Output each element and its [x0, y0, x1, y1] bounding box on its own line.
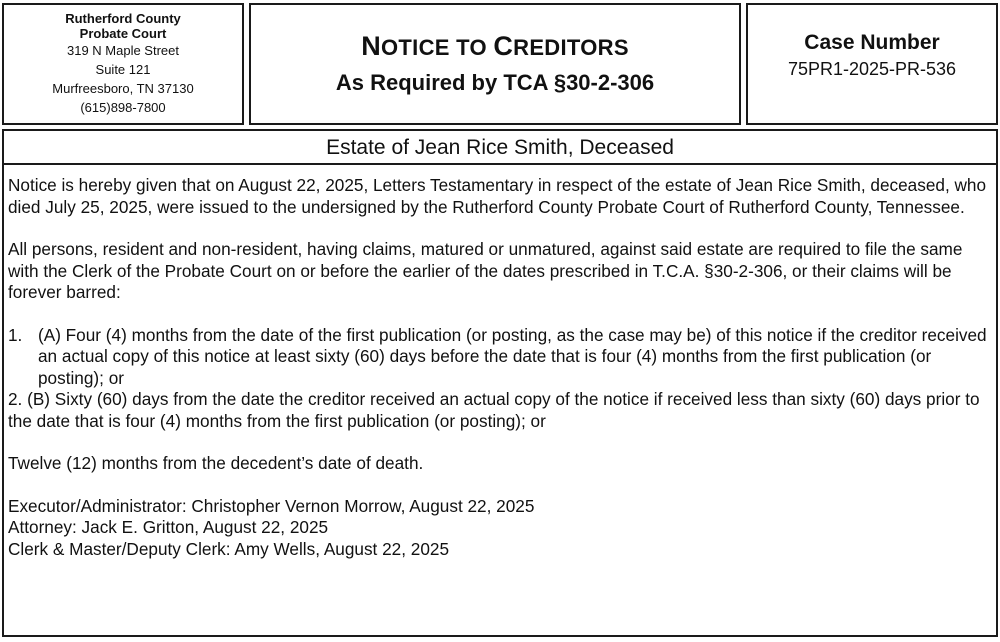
court-phone: (615)898-7800 [80, 100, 166, 115]
court-suite: Suite 121 [95, 62, 151, 77]
notice-title-n: N [361, 31, 381, 61]
attorney-line: Attorney: Jack E. Gritton, August 22, 2025 [8, 517, 329, 537]
executor-line: Executor/Administrator: Christopher Vernon Morrow, August 22, 2025 [8, 495, 535, 516]
notice-title-reditors: REDITORS [513, 35, 629, 60]
list-item-2: 2. (B) Sixty (60) days from the date the creditor received an actual copy of the notice if received less than sixty (60) days prior to the date that is four (4) months from the first publication (or posting); or [8, 389, 980, 431]
case-number-label: Case Number [804, 31, 940, 54]
list-item-1-number: 1. [8, 324, 23, 345]
notice-subtitle: As Required by TCA §30-2-306 [335, 70, 655, 95]
notice-title-box [249, 3, 741, 125]
notice-title [251, 31, 739, 62]
notice-body-box [2, 129, 998, 637]
notice-title-otice: OTICE TO [381, 35, 494, 60]
clerk-line: Clerk & Master/Deputy Clerk: Amy Wells, August 22, 2025 [8, 538, 450, 559]
paragraph-claims-required: All persons, resident and non-resident, having claims, matured or unmatured, against said estate are required to file the same with the Clerk of the Probate Court on or before the earlier of the dates prescribed in T.C.A. §30-2-306, or their claims will be forever barred: [8, 239, 963, 302]
court-street: 319 N Maple Street [66, 43, 179, 58]
notice-title-c: C [493, 31, 514, 61]
notice-body-text [8, 175, 990, 560]
court-name-line1: Rutherford County [65, 11, 181, 26]
paragraph-letters-issued: Notice is hereby given that on August 22, 2025, Letters Testamentary in respect of the estate of Jean Rice Smith, deceased, who died July 25, 2025, were issued to the undersigned by the Rutherford County Probate Court of Rutherford County, Tennessee. [8, 175, 987, 217]
case-number-value: 75PR1-2025-PR-536 [787, 59, 957, 79]
case-number-box [746, 3, 998, 125]
estate-title: Estate of Jean Rice Smith, Deceased [4, 131, 996, 165]
court-city: Murfreesboro, TN 37130 [52, 81, 194, 96]
paragraph-twelve-months: Twelve (12) months from the decedent’s date of death. [8, 453, 424, 473]
list-item-1 [8, 325, 990, 390]
court-info-box [2, 3, 244, 125]
list-item-1-text: (A) Four (4) months from the date of the first publication (or posting, as the case may be) of this notice if the creditor received an actual copy of this notice at least sixty (60) days before the date that is four (4) months from the first publication (or posting); or [38, 324, 987, 388]
court-name-line2: Probate Court [79, 26, 167, 41]
